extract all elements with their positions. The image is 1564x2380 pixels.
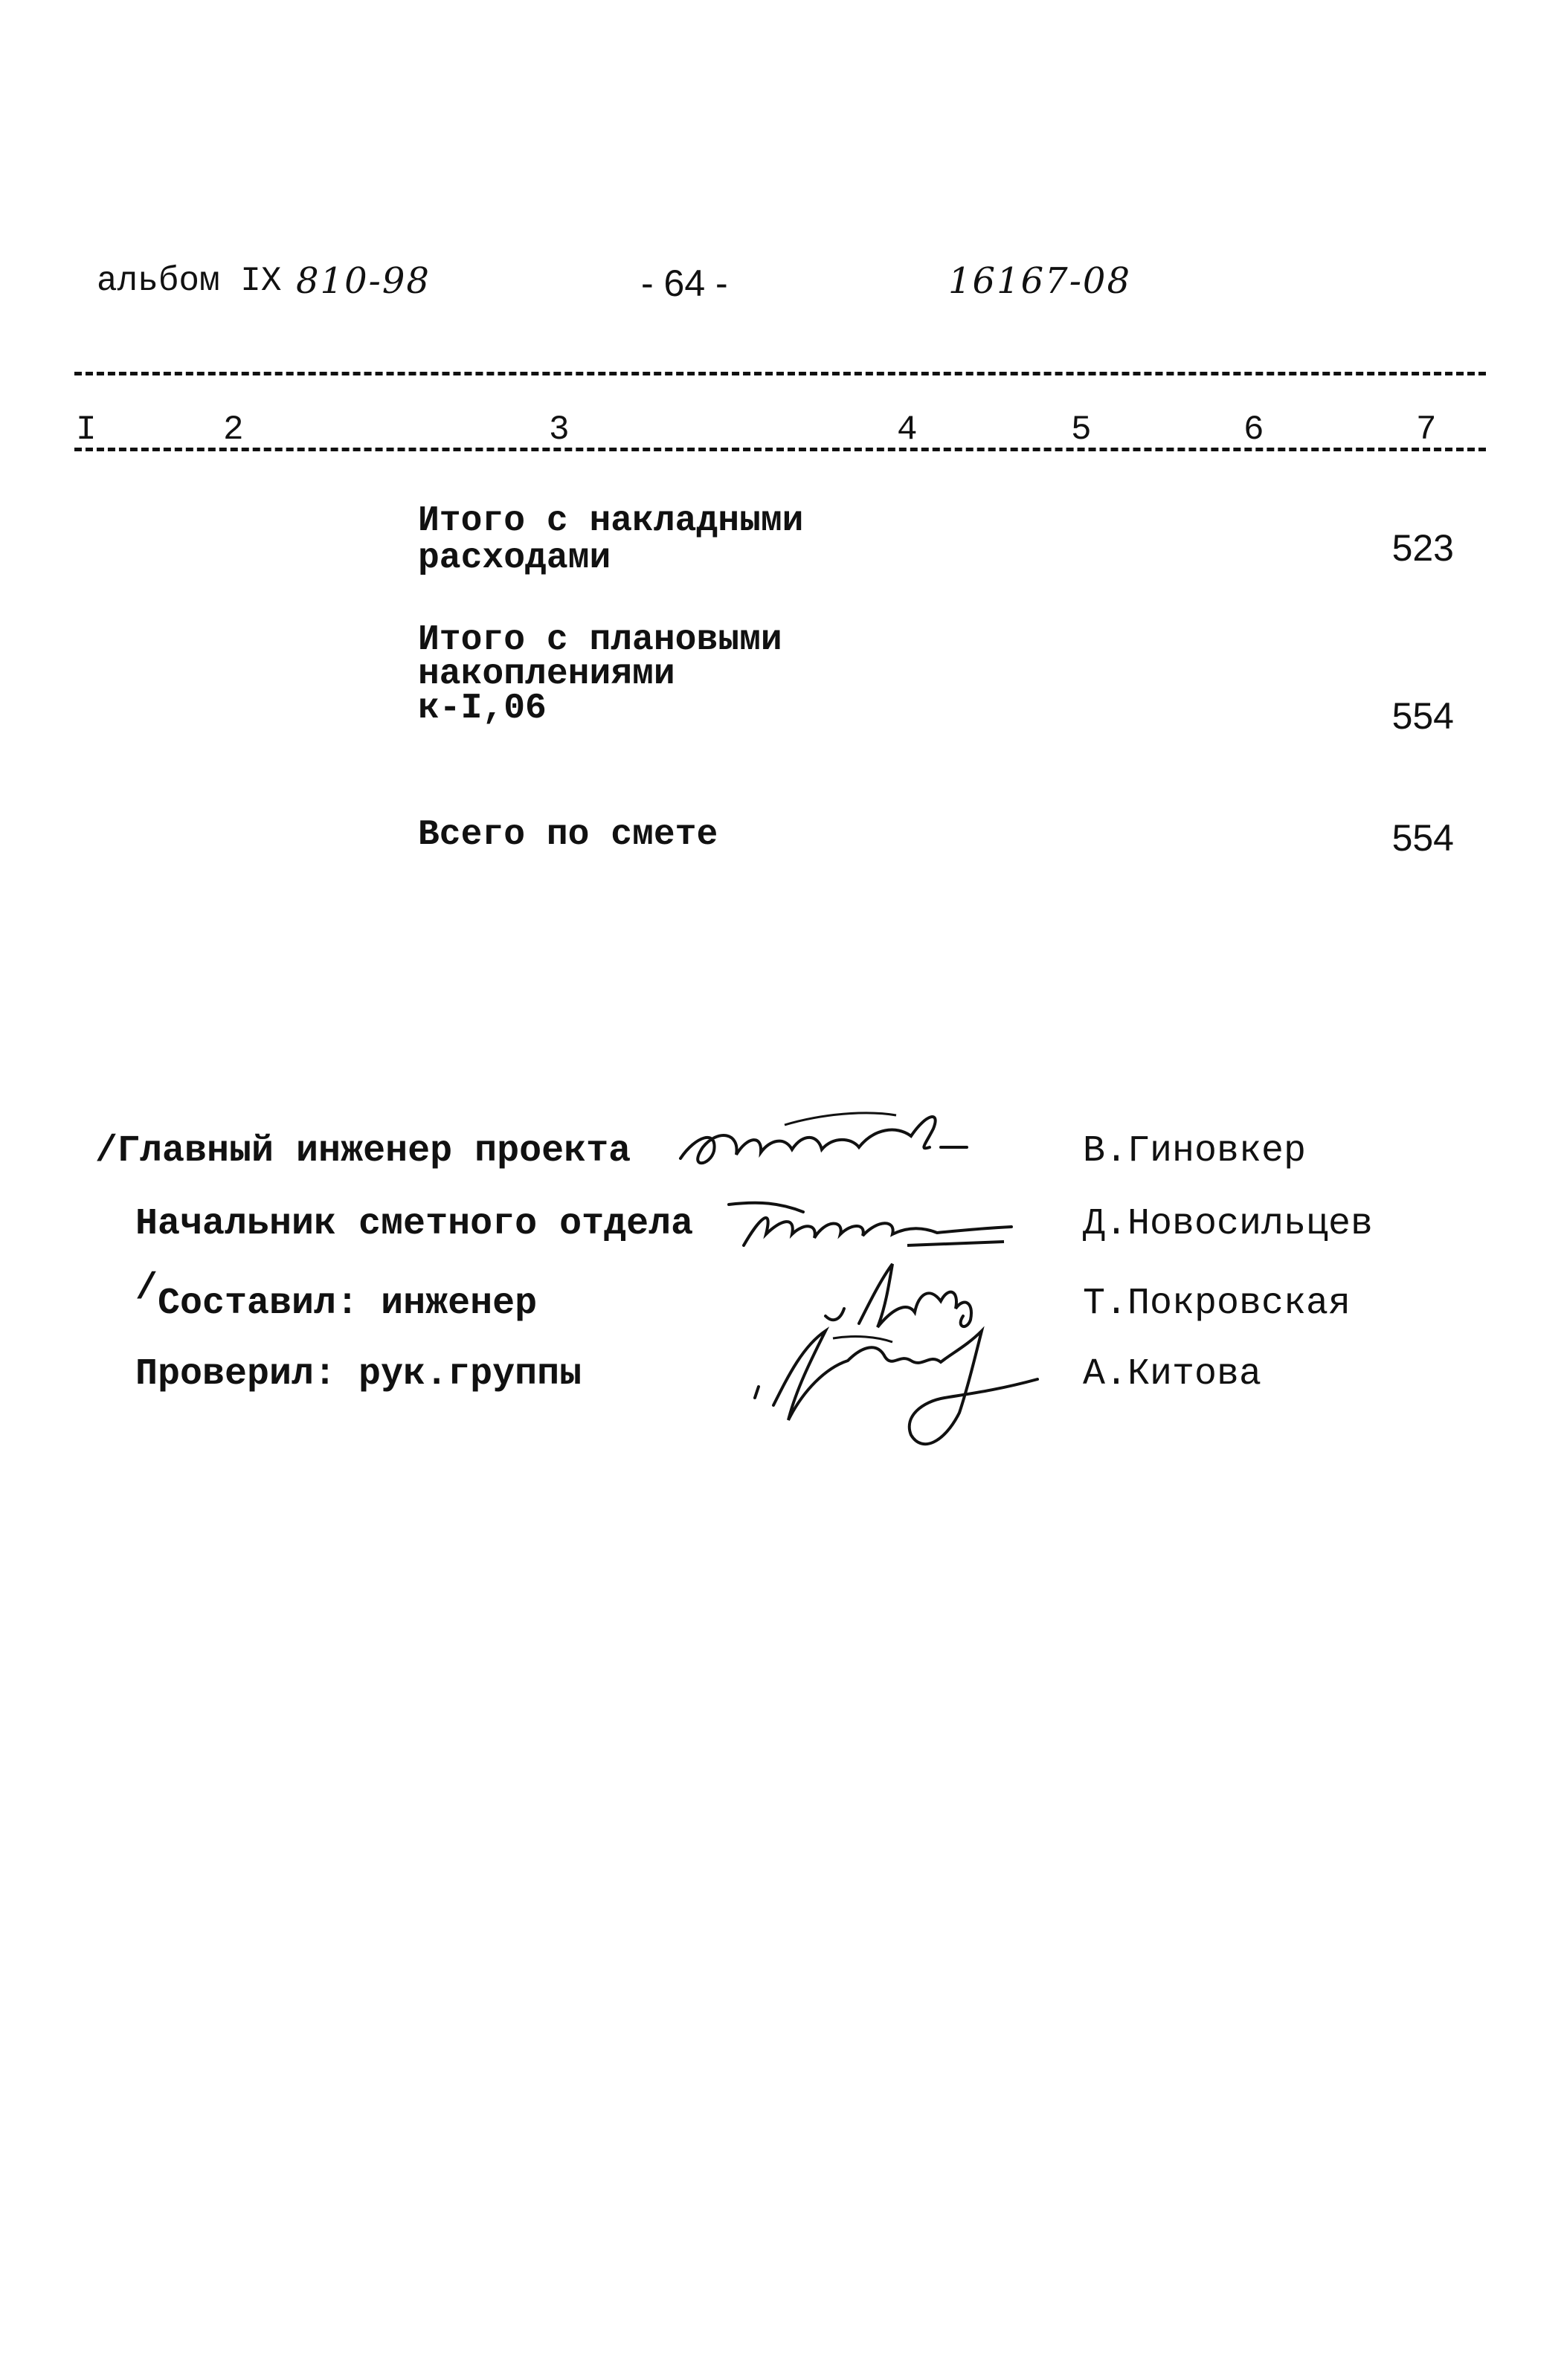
grand-total-label [418, 816, 718, 854]
signatory-name: В.Гиновкер [1083, 1130, 1307, 1173]
label-line: Итого с накладными [418, 501, 804, 541]
total-overhead-label [418, 503, 803, 577]
column-number: 7 [1416, 410, 1437, 449]
signatory-name: Т.Покровская [1083, 1283, 1351, 1325]
album-label: альбом IX [97, 262, 282, 300]
signatory-title: /Составил: инженер [135, 1268, 538, 1325]
column-number: 4 [897, 410, 918, 449]
label-line: накоплениями [418, 654, 675, 694]
album-number-handwritten: 810-98 [296, 260, 431, 302]
label-line: Всего по смете [418, 815, 718, 855]
signature-kitova [744, 1316, 1071, 1457]
column-number: 6 [1243, 410, 1264, 449]
signatory-title: Проверил: рук.группы [135, 1353, 582, 1396]
column-number: 3 [549, 410, 570, 449]
page-number: - 64 - [641, 262, 728, 304]
signature-glinovker [673, 1106, 1000, 1188]
check-mark: / [135, 1268, 158, 1310]
total-planned-value: 554 [1391, 695, 1454, 737]
total-overhead-value: 523 [1391, 527, 1454, 569]
signatory-name: Д.Новосильцев [1083, 1203, 1374, 1245]
total-planned-label [418, 620, 782, 729]
signatory-name: А.Китова [1083, 1353, 1262, 1396]
column-number: I [76, 410, 97, 449]
label-line: расходами [418, 538, 611, 578]
column-number: 2 [223, 410, 244, 449]
document-number-handwritten: 16167-08 [948, 260, 1131, 302]
table-top-rule [74, 372, 1486, 375]
label-line: Итого с плановыми [418, 620, 782, 660]
column-header-rule [74, 448, 1486, 451]
signature-novosiltsev [714, 1190, 1026, 1257]
signatory-title: Начальник сметного отдела [135, 1203, 694, 1245]
signatory-title: /Главный инженер проекта [95, 1130, 631, 1173]
label-line: к-I,06 [418, 688, 547, 729]
grand-total-value: 554 [1391, 817, 1454, 859]
column-number: 5 [1071, 410, 1092, 449]
check-mark: / [95, 1130, 118, 1173]
